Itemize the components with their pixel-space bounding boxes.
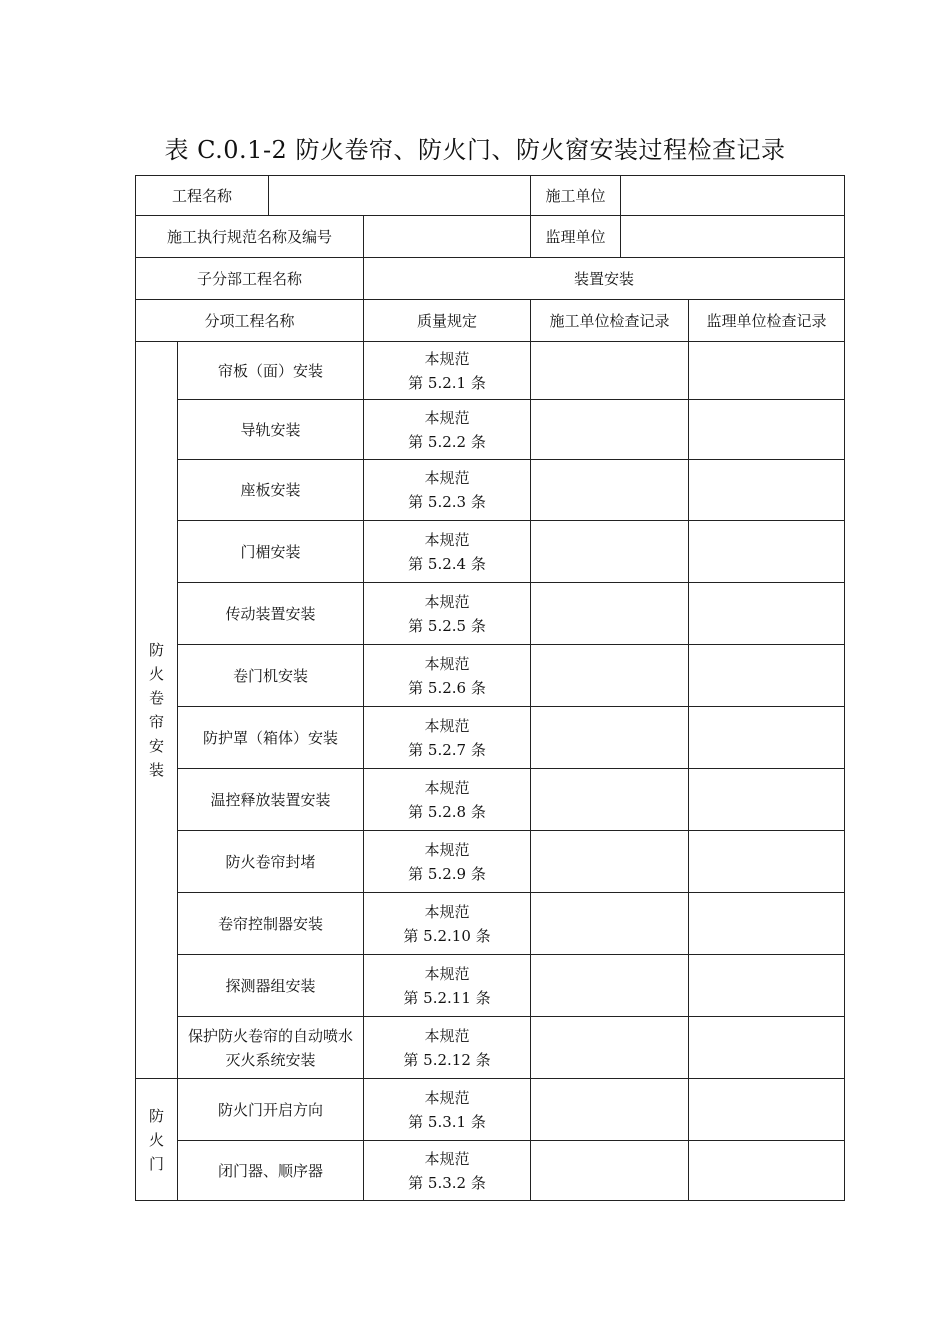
table-row [136,460,845,521]
header-row-project [136,176,845,216]
item-name: 保护防火卷帘的自动喷水灭火系统安装 [178,1017,364,1079]
supervision-record-cell[interactable] [689,769,845,831]
quality-spec-ref1: 本规范 [424,469,470,487]
table-row [136,893,845,955]
supervision-record-cell[interactable] [689,1079,845,1141]
quality-spec [364,1017,531,1079]
project-name-field[interactable] [269,176,531,216]
quality-spec [364,1079,531,1141]
quality-spec-ref1: 本规范 [424,1088,470,1107]
table-row [136,707,845,769]
construction-record-cell[interactable] [531,955,689,1017]
item-name: 座板安装 [178,460,364,521]
quality-spec-ref1: 本规范 [424,716,470,735]
item-name: 温控释放装置安装 [178,769,364,831]
supervision-record-cell[interactable] [689,831,845,893]
quality-spec [364,707,531,769]
construction-unit-field[interactable] [621,176,845,216]
quality-spec-ref2: 第 5.3.1 条 [408,1112,486,1131]
quality-spec-ref1: 本规范 [424,964,470,983]
quality-spec [364,645,531,707]
item-name: 帘板（面）安装 [178,342,364,400]
supervision-record-cell[interactable] [689,521,845,583]
construction-record-cell[interactable] [531,521,689,583]
header-row-standard [136,216,845,258]
construction-record-cell[interactable] [531,583,689,645]
item-name: 门楣安装 [178,521,364,583]
quality-spec-ref1: 本规范 [424,902,470,921]
quality-spec-ref1: 本规范 [424,1026,470,1045]
column-header-supervision-record: 监理单位检查记录 [689,300,845,342]
supervision-record-cell[interactable] [689,1141,845,1201]
construction-unit-label: 施工单位 [531,176,621,216]
table-row [136,400,845,460]
construction-record-cell[interactable] [531,342,689,400]
quality-spec-ref2: 第 5.2.2 条 [408,432,486,451]
group-label-cell [136,342,178,1079]
table-row [136,769,845,831]
quality-spec-ref1: 本规范 [424,778,470,797]
construction-record-cell[interactable] [531,893,689,955]
standard-field[interactable] [364,216,531,258]
construction-record-cell[interactable] [531,1017,689,1079]
supervision-record-cell[interactable] [689,955,845,1017]
construction-record-cell[interactable] [531,400,689,460]
quality-spec-ref2: 第 5.2.10 条 [403,926,491,945]
quality-spec [364,521,531,583]
group-label: 防火门 [148,1106,164,1173]
table-row [136,645,845,707]
supervision-record-cell[interactable] [689,460,845,521]
table-row [136,1079,845,1141]
construction-record-cell[interactable] [531,707,689,769]
quality-spec-ref1: 本规范 [424,654,470,673]
group-label-cell [136,1079,178,1201]
inspection-record-table [135,175,845,1201]
quality-spec [364,893,531,955]
table-row [136,831,845,893]
project-name-label: 工程名称 [136,176,269,216]
supervision-record-cell[interactable] [689,342,845,400]
item-name: 导轨安装 [178,400,364,460]
quality-spec-ref1: 本规范 [424,840,470,859]
quality-spec-ref2: 第 5.2.4 条 [408,554,486,573]
construction-record-cell[interactable] [531,769,689,831]
quality-spec-ref2: 第 5.2.8 条 [408,802,486,821]
item-name: 探测器组安装 [178,955,364,1017]
supervision-record-cell[interactable] [689,583,845,645]
item-name: 防火卷帘封堵 [178,831,364,893]
quality-spec-ref2: 第 5.2.12 条 [403,1050,491,1069]
quality-spec [364,400,531,460]
construction-record-cell[interactable] [531,1079,689,1141]
item-name: 防护罩（箱体）安装 [178,707,364,769]
supervision-unit-field[interactable] [621,216,845,258]
construction-record-cell[interactable] [531,1141,689,1201]
quality-spec-ref2: 第 5.2.5 条 [408,616,486,635]
sub-project-value: 装置安装 [364,258,845,300]
quality-spec-ref1: 本规范 [424,592,470,611]
item-name: 防火门开启方向 [178,1079,364,1141]
supervision-record-cell[interactable] [689,1017,845,1079]
table-row [136,583,845,645]
quality-spec-ref2: 第 5.2.11 条 [403,988,491,1007]
table-row [136,1017,845,1079]
supervision-unit-label: 监理单位 [531,216,621,258]
column-header-quality: 质量规定 [364,300,531,342]
quality-spec [364,831,531,893]
construction-record-cell[interactable] [531,645,689,707]
header-row-subproject [136,258,845,300]
item-name: 卷门机安装 [178,645,364,707]
quality-spec [364,460,531,521]
quality-spec-ref1: 本规范 [424,349,470,368]
item-name: 卷帘控制器安装 [178,893,364,955]
quality-spec-ref1: 本规范 [424,408,470,427]
supervision-record-cell[interactable] [689,707,845,769]
column-header-construction-record: 施工单位检查记录 [531,300,689,342]
quality-spec [364,955,531,1017]
column-header-item: 分项工程名称 [136,300,364,342]
item-name: 闭门器、顺序器 [178,1141,364,1201]
column-header-row [136,300,845,342]
quality-spec-ref2: 第 5.2.1 条 [408,373,486,392]
form-title: 表 C.0.1-2 防火卷帘、防火门、防火窗安装过程检查记录 [164,136,786,164]
quality-spec [364,769,531,831]
quality-spec [364,342,531,400]
table-row [136,521,845,583]
item-name: 传动装置安装 [178,583,364,645]
standard-label: 施工执行规范名称及编号 [136,216,364,258]
quality-spec-ref2: 第 5.3.2 条 [408,1173,486,1192]
quality-spec-ref1: 本规范 [424,530,470,549]
quality-spec-ref1: 本规范 [424,1149,470,1168]
quality-spec-ref2: 第 5.2.6 条 [408,678,486,697]
supervision-record-cell[interactable] [689,893,845,955]
construction-record-cell[interactable] [531,831,689,893]
supervision-record-cell[interactable] [689,400,845,460]
quality-spec-ref2: 第 5.2.9 条 [408,864,486,883]
supervision-record-cell[interactable] [689,645,845,707]
group-label: 防火卷帘安装 [148,641,164,779]
quality-spec-ref2: 第 5.2.7 条 [408,740,486,759]
construction-record-cell[interactable] [531,460,689,521]
quality-spec-ref2: 第 5.2.3 条 [408,493,486,511]
table-row [136,955,845,1017]
sub-project-label: 子分部工程名称 [136,258,364,300]
table-row [136,1141,845,1201]
table-row [136,342,845,400]
quality-spec [364,1141,531,1201]
quality-spec [364,583,531,645]
